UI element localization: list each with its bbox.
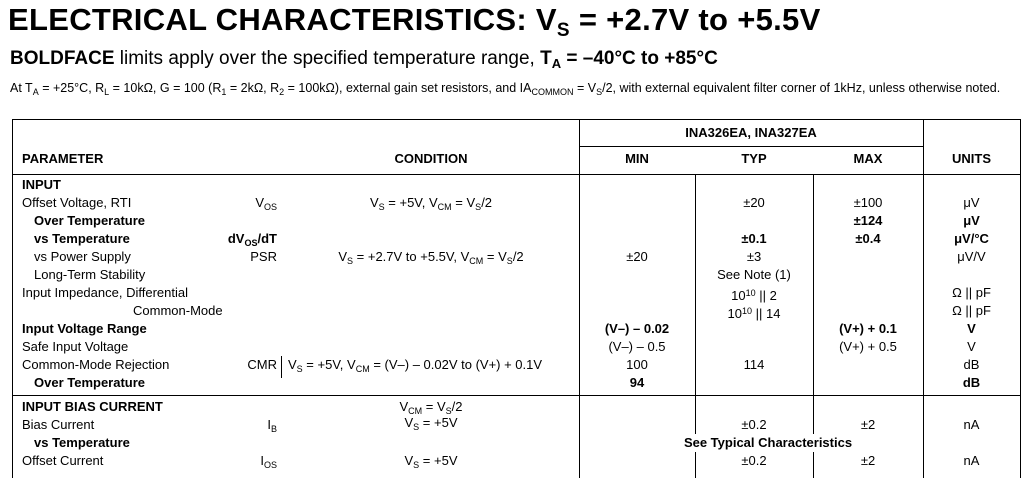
row-divider: [579, 146, 923, 147]
symbol-dvos-dt: $dV_{OS}/dT$: [227, 231, 277, 248]
typ-input-impedance-common-mode: $10^{10}$ || 14: [727, 306, 781, 321]
header-max: MAX: [853, 151, 883, 166]
param-bias-current: Bias Current: [22, 417, 95, 432]
units-over-temperature: μV: [963, 213, 980, 228]
param-input-impedance-differential: Input Impedance, Differential: [22, 285, 188, 300]
typ-input-impedance-differential: $10^{10}$ || 2: [731, 288, 777, 303]
min-input-voltage-range: (V–) – 0.02: [604, 321, 670, 336]
typ-long-term-stability: See Note (1): [717, 267, 791, 282]
max-safe-input-voltage: (V+) + 0.5: [839, 339, 897, 354]
param-input-impedance-common-mode: Common-Mode: [133, 303, 223, 318]
condition-bias-current: $V_S = +5V$: [404, 415, 458, 432]
param-offset-voltage: Offset Voltage, RTI: [22, 195, 132, 210]
units-offset-current: nA: [963, 453, 980, 468]
header-parameter: PARAMETER: [22, 151, 104, 166]
header-units: UNITS: [952, 151, 991, 166]
units-bias-current: nA: [963, 417, 980, 432]
typ-common-mode-rejection: 114: [743, 357, 765, 372]
condition-common-mode-rejection: $V_S = +5V$, $V_{CM} = (V-) - 0.02V$ to (V+) + 0.1V: [281, 356, 579, 378]
symbol-cmr: CMR: [247, 357, 277, 372]
max-input-voltage-range: (V+) + 0.1: [839, 321, 897, 336]
min-safe-input-voltage: (V–) – 0.5: [608, 339, 666, 354]
row-divider: [13, 174, 1020, 175]
units-input-impedance-differential: Ω || pF: [952, 285, 991, 300]
typ-offset-voltage: ±20: [743, 195, 765, 210]
section-input: INPUT: [22, 177, 61, 192]
param-offset-current: Offset Current: [22, 453, 104, 468]
max-bias-current: ±2: [860, 417, 876, 432]
max-vs-temperature: ±0.4: [855, 231, 881, 246]
param-input-voltage-range: Input Voltage Range: [22, 321, 147, 336]
symbol-ib: $I_B$: [267, 417, 277, 434]
row-divider: [13, 395, 1020, 396]
min-cmr-over-temperature: 94: [629, 375, 645, 390]
condition-offset-current: $V_S = +5V$: [404, 453, 458, 470]
param-cmr-over-temperature: Over Temperature: [34, 375, 146, 390]
typ-vs-temperature: ±0.1: [741, 231, 767, 246]
units-input-voltage-range: V: [967, 321, 976, 336]
param-vs-power-supply: vs Power Supply: [34, 249, 131, 264]
typ-offset-current: ±0.2: [741, 453, 767, 468]
header-min: MIN: [625, 151, 649, 166]
param-safe-input-voltage: Safe Input Voltage: [22, 339, 129, 354]
param-vs-temperature: vs Temperature: [34, 231, 130, 246]
typ-bias-current: ±0.2: [741, 417, 767, 432]
condition-input-bias-current: $V_{CM} = V_S/2$: [399, 399, 463, 416]
units-cmr-over-temperature: dB: [962, 375, 981, 390]
min-common-mode-rejection: 100: [626, 357, 648, 372]
units-offset-voltage: μV: [963, 195, 980, 210]
symbol-psr: PSR: [250, 249, 277, 264]
section-input-bias-current: INPUT BIAS CURRENT: [22, 399, 163, 414]
condition-vs-power-supply: $V_S = +2.7V$ to +5.5V, $V_{CM} = V_S/2$: [338, 249, 524, 266]
units-safe-input-voltage: V: [967, 339, 976, 354]
min-vs-power-supply: ±20: [626, 249, 648, 264]
page-title: ELECTRICAL CHARACTERISTICS: $V_S = +2.7V$ to +5.5V: [8, 2, 821, 41]
typ-vs-power-supply: ±3: [746, 249, 762, 264]
typical-characteristics-note: See Typical Characteristics: [613, 434, 923, 452]
max-offset-voltage: ±100: [853, 195, 883, 210]
symbol-vos: $V_{OS}$: [255, 195, 277, 212]
param-over-temperature: Over Temperature: [34, 213, 146, 228]
units-common-mode-rejection: dB: [963, 357, 980, 372]
part-number-header: INA326EA, INA327EA: [685, 125, 817, 140]
units-input-impedance-common-mode: Ω || pF: [952, 303, 991, 318]
subtitle: BOLDFACE limits apply over the specified temperature range, $T_A = -40^\circ C$ to +85°C: [10, 48, 718, 71]
header-typ: TYP: [741, 151, 767, 166]
param-bias-vs-temperature: vs Temperature: [34, 435, 130, 450]
param-long-term-stability: Long-Term Stability: [34, 267, 146, 282]
units-vs-power-supply: μV/V: [957, 249, 986, 264]
electrical-characteristics-table: [12, 119, 1021, 478]
units-vs-temperature: μV/°C: [954, 231, 989, 246]
condition-offset-voltage: $V_S = +5V$, $V_{CM} = V_S/2$: [369, 195, 493, 212]
header-condition: CONDITION: [394, 151, 468, 166]
max-over-temperature: ±124: [853, 213, 883, 228]
param-common-mode-rejection: Common-Mode Rejection: [22, 357, 170, 372]
max-offset-current: ±2: [860, 453, 876, 468]
test-conditions-note: At $T_A = +25^\circ C$, $R_L = 10k\Omega$, G = 100 ($R_1 = 2k\Omega$, $R_2 = 100k\Omega$), external gain set resistors, and $IA_{COMMON} = V_S/2$, with external equivalent filter corner of 1kHz, unless otherwise noted.: [10, 81, 1001, 97]
symbol-ios: $I_{OS}$: [260, 453, 277, 470]
